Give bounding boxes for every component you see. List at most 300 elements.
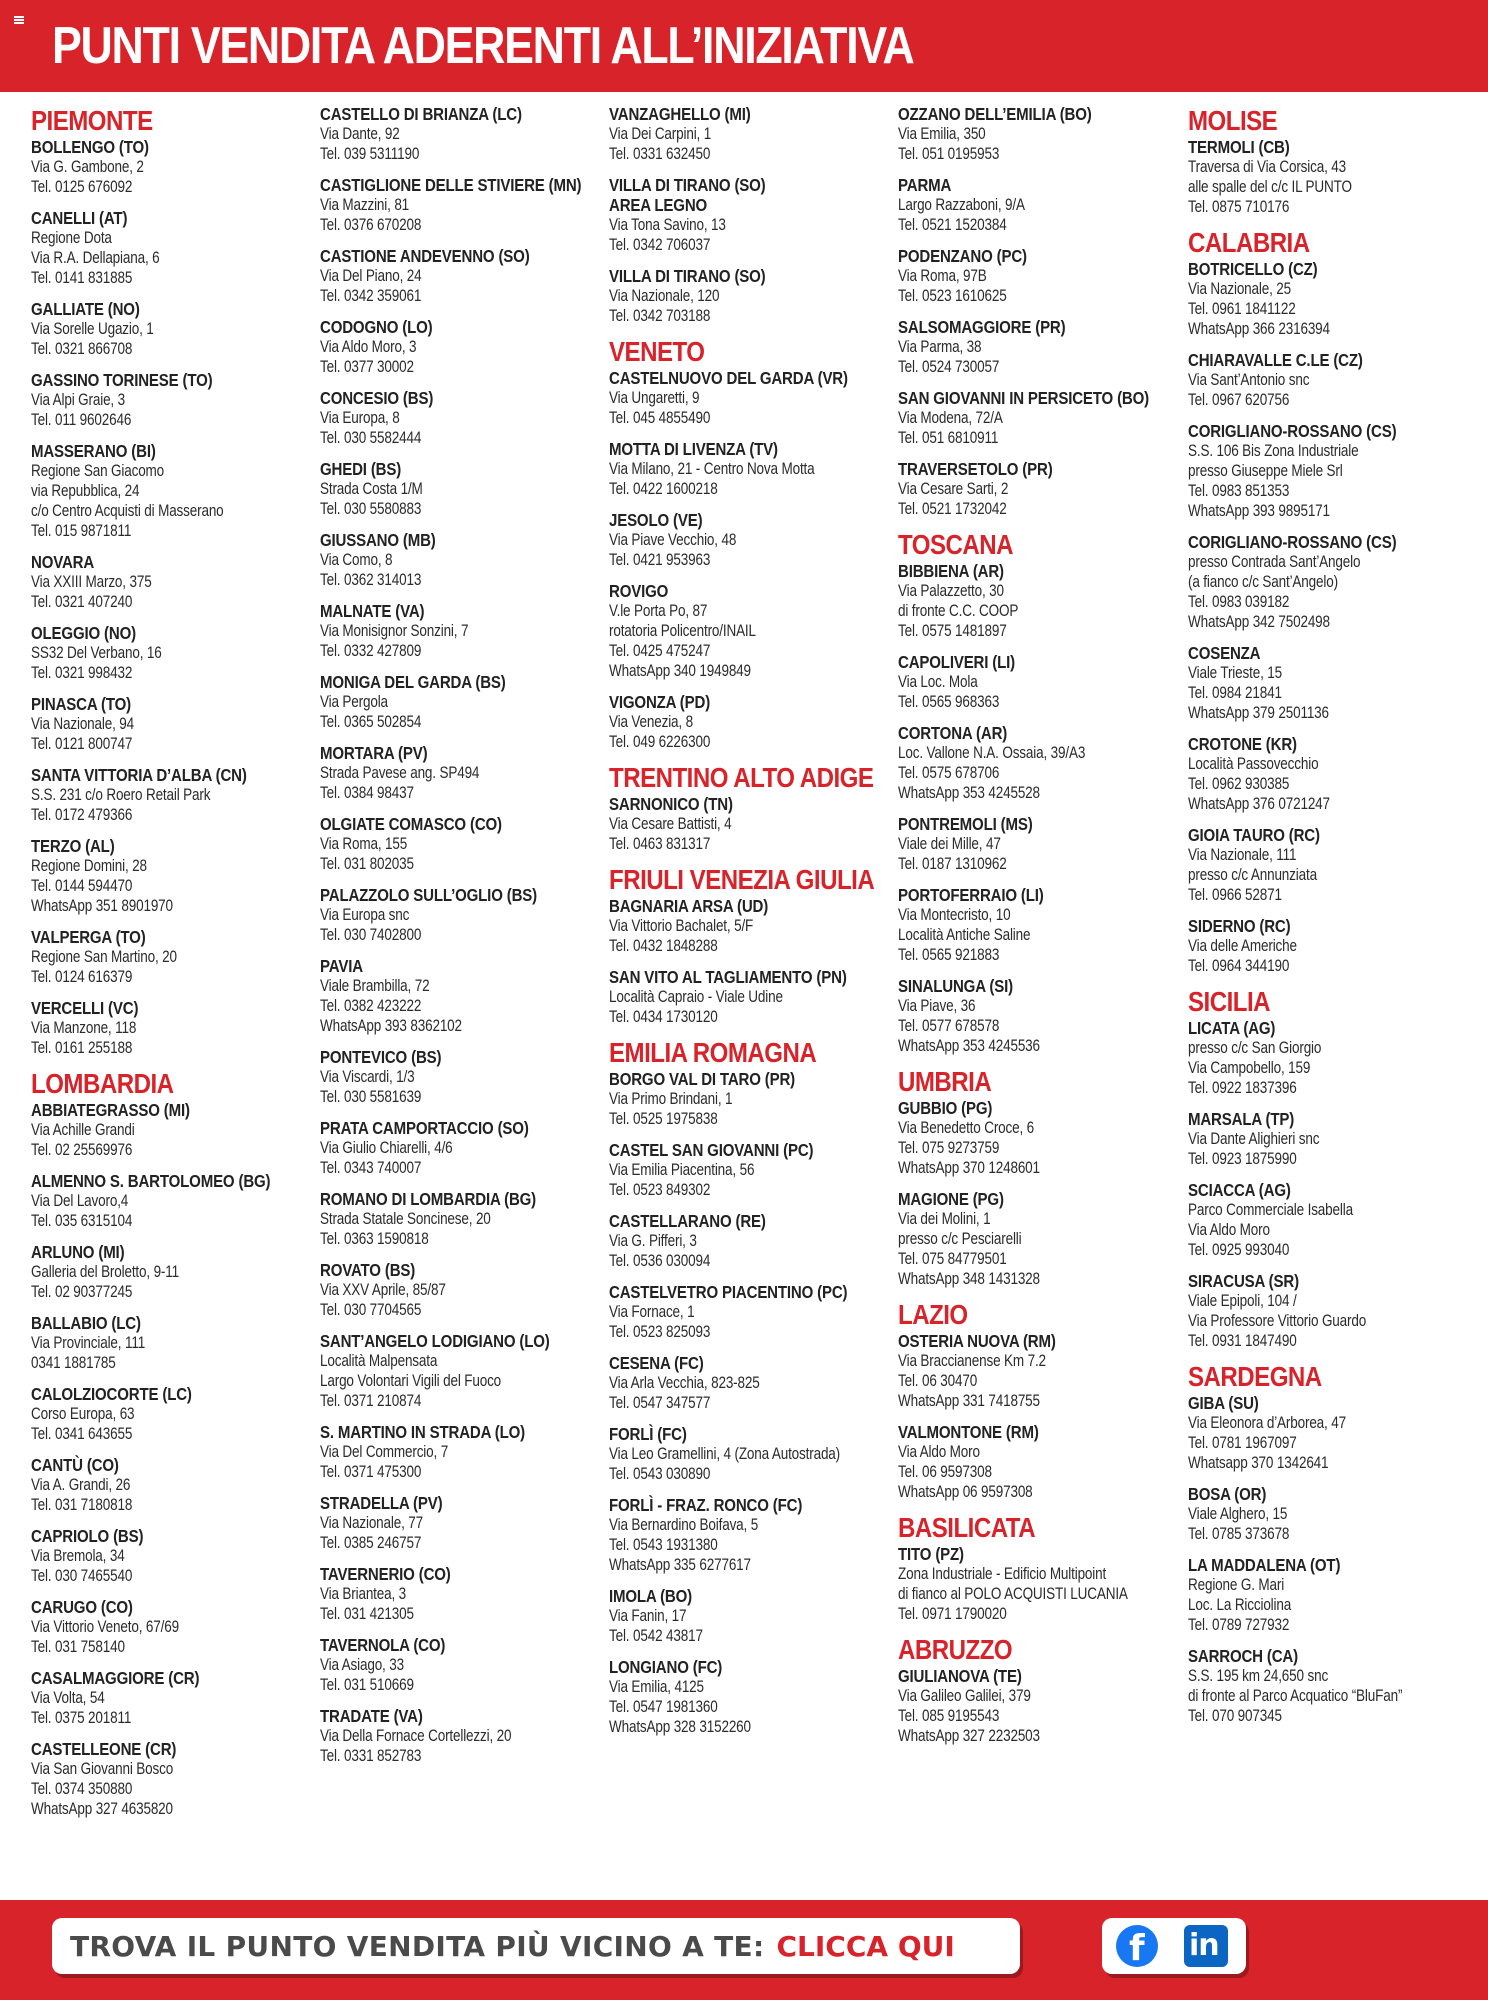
store-entry xyxy=(320,1331,650,1411)
store-address: Via Fanin, 17 xyxy=(609,1607,687,1625)
store-name: SARROCH (CA) xyxy=(1188,1646,1298,1666)
store-phone: 0341 1881785 xyxy=(31,1354,116,1372)
store-name: ROVIGO xyxy=(609,581,669,601)
store-name: VILLA DI TIRANO (SO) xyxy=(609,175,766,195)
store-entry xyxy=(1188,1271,1488,1351)
store-entry xyxy=(609,1424,939,1484)
store-address: presso c/c Annunziata xyxy=(1188,866,1317,884)
store-address: Largo Volontari Vigili del Fuoco xyxy=(320,1372,502,1390)
store-address: Viale Epipoli, 104 / xyxy=(1188,1292,1297,1310)
store-whatsapp: WhatsApp 351 8901970 xyxy=(31,897,173,915)
store-name: SANTA VITTORIA D’ALBA (CN) xyxy=(31,765,247,785)
store-entry xyxy=(320,1706,650,1766)
store-phone: Tel. 0543 1931380 xyxy=(609,1536,718,1554)
store-phone: Tel. 0374 350880 xyxy=(31,1780,133,1798)
store-phone: Tel. 085 9195543 xyxy=(898,1707,1000,1725)
store-address: Via Parma, 38 xyxy=(898,338,982,356)
store-phone: Tel. 030 5581639 xyxy=(320,1088,422,1106)
store-name: MALNATE (VA) xyxy=(320,601,425,621)
store-name: ALMENNO S. BARTOLOMEO (BG) xyxy=(31,1171,271,1191)
store-name: TRADATE (VA) xyxy=(320,1706,423,1726)
store-entry xyxy=(1188,259,1488,339)
store-address: SS32 Del Verbano, 16 xyxy=(31,644,162,662)
store-entry xyxy=(898,317,1228,377)
store-entry xyxy=(31,137,361,197)
store-phone: Tel. 0961 1841122 xyxy=(1188,300,1296,318)
store-address: Via Galileo Galilei, 379 xyxy=(898,1687,1031,1705)
store-name: OSTERIA NUOVA (RM) xyxy=(898,1331,1056,1351)
store-address: Corso Europa, 63 xyxy=(31,1405,135,1423)
store-whatsapp: WhatsApp 379 2501136 xyxy=(1188,704,1329,722)
store-name: JESOLO (VE) xyxy=(609,510,703,530)
store-address: S.S. 231 c/o Roero Retail Park xyxy=(31,786,211,804)
footer-bar xyxy=(0,1900,1488,2000)
store-entry xyxy=(31,1384,361,1444)
store-column-5 xyxy=(1188,104,1470,1737)
store-phone: Tel. 0523 825093 xyxy=(609,1323,711,1341)
store-address: rotatoria Policentro/INAIL xyxy=(609,622,756,640)
store-name: CANTÙ (CO) xyxy=(31,1455,119,1475)
store-phone: Tel. 0331 852783 xyxy=(320,1747,422,1765)
store-entry xyxy=(320,814,650,874)
store-whatsapp: WhatsApp 370 1248601 xyxy=(898,1159,1040,1177)
linkedin-icon[interactable]: in xyxy=(1184,1925,1228,1967)
store-phone: Tel. 030 7704565 xyxy=(320,1301,422,1319)
region-heading: VENETO xyxy=(609,336,705,367)
store-name: MOTTA DI LIVENZA (TV) xyxy=(609,439,778,459)
store-name: IMOLA (BO) xyxy=(609,1586,692,1606)
store-phone: Tel. 030 7465540 xyxy=(31,1567,133,1585)
store-address: Via Professore Vittorio Guardo xyxy=(1188,1312,1367,1330)
store-entry xyxy=(320,1189,650,1249)
store-name: OLEGGIO (NO) xyxy=(31,623,136,643)
store-phone: Tel. 0342 359061 xyxy=(320,287,422,305)
store-address: presso c/c San Giorgio xyxy=(1188,1039,1322,1057)
store-entry xyxy=(898,1422,1228,1502)
store-phone: Tel. 0365 502854 xyxy=(320,713,422,731)
store-name: BIBBIENA (AR) xyxy=(898,561,1004,581)
store-phone: Tel. 035 6315104 xyxy=(31,1212,133,1230)
store-phone: Tel. 031 758140 xyxy=(31,1638,125,1656)
store-phone: Tel. 0321 998432 xyxy=(31,664,133,682)
store-address: Via G. Pifferi, 3 xyxy=(609,1232,697,1250)
store-entry xyxy=(609,368,939,428)
store-address: Via Nazionale, 25 xyxy=(1188,280,1292,298)
store-entry xyxy=(609,692,939,752)
store-entry xyxy=(609,1495,939,1575)
store-name: MASSERANO (BI) xyxy=(31,441,156,461)
store-column-3 xyxy=(609,104,891,1748)
store-name: SINALUNGA (SI) xyxy=(898,976,1013,996)
store-phone: Tel. 031 421305 xyxy=(320,1605,414,1623)
store-entry xyxy=(898,246,1228,306)
store-entry xyxy=(898,1331,1228,1411)
store-address: Via Venezia, 8 xyxy=(609,713,693,731)
store-whatsapp: WhatsApp 328 3152260 xyxy=(609,1718,751,1736)
store-address: Via Dei Carpini, 1 xyxy=(609,125,712,143)
store-entry xyxy=(31,1171,361,1231)
store-entry xyxy=(320,1260,650,1320)
store-entry xyxy=(1188,916,1488,976)
store-address: Via Campobello, 159 xyxy=(1188,1059,1311,1077)
store-name: CANELLI (AT) xyxy=(31,208,128,228)
store-name: NOVARA xyxy=(31,552,95,572)
store-whatsapp: WhatsApp 393 8362102 xyxy=(320,1017,462,1035)
store-name-extra: AREA LEGNO xyxy=(609,195,708,215)
store-address: Via Monisignor Sonzini, 7 xyxy=(320,622,469,640)
store-phone: Tel. 0521 1732042 xyxy=(898,500,1007,518)
store-address: Strada Pavese ang. SP494 xyxy=(320,764,480,782)
store-name: CHIARAVALLE C.LE (CZ) xyxy=(1188,350,1363,370)
store-name: GIULIANOVA (TE) xyxy=(898,1666,1022,1686)
store-name: SCIACCA (AG) xyxy=(1188,1180,1291,1200)
store-address: Via Nazionale, 77 xyxy=(320,1514,424,1532)
store-phone: Tel. 0187 1310962 xyxy=(898,855,1007,873)
store-name: PARMA xyxy=(898,175,952,195)
region-heading: EMILIA ROMAGNA xyxy=(609,1037,817,1068)
store-entry xyxy=(320,459,650,519)
store-name: GASSINO TORINESE (TO) xyxy=(31,370,213,390)
store-name: TRAVERSETOLO (PR) xyxy=(898,459,1053,479)
store-address: presso Contrada Sant’Angelo xyxy=(1188,553,1361,571)
store-phone: Tel. 0931 1847490 xyxy=(1188,1332,1297,1350)
store-entry xyxy=(320,175,650,235)
store-phone: Tel. 0523 849302 xyxy=(609,1181,711,1199)
store-address: Via Pergola xyxy=(320,693,388,711)
store-entry xyxy=(898,1666,1228,1746)
store-entry xyxy=(1188,643,1488,723)
store-address: Via Viscardi, 1/3 xyxy=(320,1068,415,1086)
store-whatsapp: WhatsApp 353 4245536 xyxy=(898,1037,1040,1055)
store-name: BOSA (OR) xyxy=(1188,1484,1267,1504)
store-address: Via Della Fornace Cortellezzi, 20 xyxy=(320,1727,512,1745)
store-phone: Tel. 0331 632450 xyxy=(609,145,711,163)
store-name: LONGIANO (FC) xyxy=(609,1657,723,1677)
store-phone: Tel. 0543 030890 xyxy=(609,1465,711,1483)
store-address: Via San Giovanni Bosco xyxy=(31,1760,174,1778)
store-entry xyxy=(320,1493,650,1553)
store-phone: Tel. 0332 427809 xyxy=(320,642,422,660)
store-address: Via XXIII Marzo, 375 xyxy=(31,573,152,591)
store-address: Via XXV Aprile, 85/87 xyxy=(320,1281,446,1299)
store-phone: Tel. 0342 706037 xyxy=(609,236,711,254)
store-address: Regione Dota xyxy=(31,229,112,247)
store-name: SIDERNO (RC) xyxy=(1188,916,1291,936)
store-address: presso Giuseppe Miele Srl xyxy=(1188,462,1343,480)
store-address: Via Aldo Moro, 3 xyxy=(320,338,417,356)
store-address: Strada Statale Soncinese, 20 xyxy=(320,1210,491,1228)
store-name: MAGIONE (PG) xyxy=(898,1189,1004,1209)
store-name: GIOIA TAURO (RC) xyxy=(1188,825,1320,845)
store-phone: Tel. 0376 670208 xyxy=(320,216,422,234)
store-phone: Tel. 0172 479366 xyxy=(31,806,133,824)
store-address: c/o Centro Acquisti di Masserano xyxy=(31,502,224,520)
store-whatsapp: WhatsApp 327 4635820 xyxy=(31,1800,173,1818)
store-entry xyxy=(31,998,361,1058)
region-heading: PIEMONTE xyxy=(31,105,153,136)
store-address: Via Roma, 155 xyxy=(320,835,408,853)
store-name: FORLÌ (FC) xyxy=(609,1424,687,1444)
store-phone: Tel. 02 90377245 xyxy=(31,1283,133,1301)
store-phone: Tel. 0141 831885 xyxy=(31,269,133,287)
store-entry xyxy=(320,1564,650,1624)
store-address: Via Volta, 54 xyxy=(31,1689,105,1707)
find-store-button[interactable] xyxy=(52,1918,1020,1974)
store-entry xyxy=(898,459,1228,519)
store-address: Via Leo Gramellini, 4 (Zona Autostrada) xyxy=(609,1445,841,1463)
store-address: Viale Trieste, 15 xyxy=(1188,664,1282,682)
store-phone: Tel. 031 7180818 xyxy=(31,1496,133,1514)
store-phone: Tel. 0536 030094 xyxy=(609,1252,711,1270)
store-phone: Tel. 0525 1975838 xyxy=(609,1110,718,1128)
store-address: Via Montecristo, 10 xyxy=(898,906,1011,924)
click-here-link[interactable]: CLICCA QUI xyxy=(776,1929,955,1963)
store-name: GHEDI (BS) xyxy=(320,459,402,479)
store-phone: Tel. 0785 373678 xyxy=(1188,1525,1290,1543)
store-entry xyxy=(31,1668,361,1728)
store-phone: Tel. 0421 953963 xyxy=(609,551,711,569)
store-entry xyxy=(31,623,361,683)
store-name: FORLÌ - FRAZ. RONCO (FC) xyxy=(609,1495,803,1515)
store-address: Regione San Martino, 20 xyxy=(31,948,177,966)
store-phone: Tel. 0922 1837396 xyxy=(1188,1079,1297,1097)
store-address: Via Sant’Antonio snc xyxy=(1188,371,1310,389)
store-name: CONCESIO (BS) xyxy=(320,388,434,408)
store-entry xyxy=(320,246,650,306)
store-address: Via Emilia Piacentina, 56 xyxy=(609,1161,755,1179)
store-phone: Tel. 015 9871811 xyxy=(31,522,132,540)
store-name: PRATA CAMPORTACCIO (SO) xyxy=(320,1118,529,1138)
store-address: Via Nazionale, 111 xyxy=(1188,846,1297,864)
store-address: Via Dante Alighieri snc xyxy=(1188,1130,1320,1148)
store-phone: Tel. 0964 344190 xyxy=(1188,957,1290,975)
store-entry xyxy=(320,388,650,448)
store-name: PAVIA xyxy=(320,956,363,976)
store-name: S. MARTINO IN STRADA (LO) xyxy=(320,1422,526,1442)
store-phone: Tel. 0983 851353 xyxy=(1188,482,1290,500)
store-address: Via Primo Brindani, 1 xyxy=(609,1090,733,1108)
store-name: CORIGLIANO-ROSSANO (CS) xyxy=(1188,532,1397,552)
store-address: Via Nazionale, 120 xyxy=(609,287,720,305)
store-name: SIRACUSA (SR) xyxy=(1188,1271,1299,1291)
store-name: MARSALA (TP) xyxy=(1188,1109,1295,1129)
store-address: Via Dante, 92 xyxy=(320,125,400,143)
region-heading: CALABRIA xyxy=(1188,227,1310,258)
cta-text: TROVA IL PUNTO VENDITA PIÙ VICINO A TE: xyxy=(70,1929,765,1963)
store-address: Regione G. Mari xyxy=(1188,1576,1285,1594)
store-entry xyxy=(31,765,361,825)
store-whatsapp: WhatsApp 342 7502498 xyxy=(1188,613,1330,631)
store-entry xyxy=(320,1422,650,1482)
store-column-2 xyxy=(320,104,602,1777)
store-name: MORTARA (PV) xyxy=(320,743,428,763)
facebook-icon[interactable]: f xyxy=(1116,1925,1158,1967)
store-address: presso c/c Pesciarelli xyxy=(898,1230,1022,1248)
store-phone: Tel. 0321 407240 xyxy=(31,593,133,611)
store-entry xyxy=(320,104,650,164)
store-address: Via Alpi Graie, 3 xyxy=(31,391,125,409)
store-phone: Tel. 0377 30002 xyxy=(320,358,414,376)
store-phone: Tel. 0124 616379 xyxy=(31,968,133,986)
store-address: Via Nazionale, 94 xyxy=(31,715,135,733)
store-entry xyxy=(1188,421,1488,521)
store-phone: Tel. 0575 1481897 xyxy=(898,622,1007,640)
page-title: PUNTI VENDITA ADERENTI ALL’INIZIATIVA xyxy=(52,17,914,75)
store-address: Località Antiche Saline xyxy=(898,926,1031,944)
store-entry xyxy=(31,1100,361,1160)
store-entry xyxy=(31,1313,361,1373)
store-name: CASTELLARANO (RE) xyxy=(609,1211,766,1231)
store-entry xyxy=(1188,1484,1488,1544)
store-phone: Tel. 0375 201811 xyxy=(31,1709,132,1727)
store-address: Via Mazzini, 81 xyxy=(320,196,410,214)
store-entry xyxy=(898,652,1228,712)
store-address: Via Cesare Battisti, 4 xyxy=(609,815,732,833)
store-address: Zona Industriale - Edificio Multipoint xyxy=(898,1565,1107,1583)
store-list xyxy=(0,104,1488,1894)
store-entry xyxy=(609,1657,939,1737)
store-address: Via Milano, 21 - Centro Nova Motta xyxy=(609,460,815,478)
store-whatsapp: WhatsApp 335 6277617 xyxy=(609,1556,751,1574)
store-column-1 xyxy=(31,104,313,1830)
store-whatsapp: WhatsApp 376 0721247 xyxy=(1188,795,1330,813)
store-phone: Tel. 0343 740007 xyxy=(320,1159,422,1177)
store-entry xyxy=(609,439,939,499)
store-entry xyxy=(1188,734,1488,814)
store-whatsapp: WhatsApp 353 4245528 xyxy=(898,784,1040,802)
store-phone: Tel. 070 907345 xyxy=(1188,1707,1282,1725)
store-entry xyxy=(898,885,1228,965)
store-name: MONIGA DEL GARDA (BS) xyxy=(320,672,506,692)
store-phone: Tel. 0875 710176 xyxy=(1188,198,1290,216)
store-phone: Tel. 049 6226300 xyxy=(609,733,711,751)
store-entry xyxy=(31,1526,361,1586)
store-name: CAPOLIVERI (LI) xyxy=(898,652,1015,672)
store-phone: Tel. 0384 98437 xyxy=(320,784,414,802)
store-whatsapp: WhatsApp 331 7418755 xyxy=(898,1392,1040,1410)
store-entry xyxy=(609,1211,939,1271)
store-phone: Tel. 030 5580883 xyxy=(320,500,422,518)
store-phone: Tel. 030 7402800 xyxy=(320,926,422,944)
store-entry xyxy=(898,1544,1228,1624)
store-entry xyxy=(1188,825,1488,905)
store-address: Via Piave, 36 xyxy=(898,997,976,1015)
store-address: Largo Razzaboni, 9/A xyxy=(898,196,1025,214)
store-address: Via Emilia, 4125 xyxy=(609,1678,704,1696)
store-name: ROMANO DI LOMBARDIA (BG) xyxy=(320,1189,537,1209)
store-name: VALPERGA (TO) xyxy=(31,927,146,947)
store-phone: Tel. 0521 1520384 xyxy=(898,216,1007,234)
store-phone: Tel. 0425 475247 xyxy=(609,642,711,660)
store-address: di fronte al Parco Acquatico “BluFan” xyxy=(1188,1687,1403,1705)
store-entry xyxy=(609,510,939,570)
store-phone: Tel. 0463 831317 xyxy=(609,835,711,853)
store-phone: Tel. 0971 1790020 xyxy=(898,1605,1007,1623)
store-address: Via A. Grandi, 26 xyxy=(31,1476,131,1494)
store-phone: Tel. 0434 1730120 xyxy=(609,1008,718,1026)
store-name: TERZO (AL) xyxy=(31,836,115,856)
store-phone: Tel. 075 84779501 xyxy=(898,1250,1007,1268)
store-address: Via G. Gambone, 2 xyxy=(31,158,144,176)
store-address: S.S. 106 Bis Zona Industriale xyxy=(1188,442,1359,460)
store-phone: Tel. 0422 1600218 xyxy=(609,480,718,498)
store-address: Via Cesare Sarti, 2 xyxy=(898,480,1009,498)
store-name: SARNONICO (TN) xyxy=(609,794,733,814)
store-name: VILLA DI TIRANO (SO) xyxy=(609,266,766,286)
store-address: Via Del Commercio, 7 xyxy=(320,1443,449,1461)
store-phone: Tel. 0382 423222 xyxy=(320,997,422,1015)
store-name: CALOLZIOCORTE (LC) xyxy=(31,1384,192,1404)
store-whatsapp: WhatsApp 340 1949849 xyxy=(609,662,751,680)
store-entry xyxy=(1188,1109,1488,1169)
store-whatsapp: WhatsApp 327 2232503 xyxy=(898,1727,1040,1745)
store-entry xyxy=(1188,137,1488,217)
region-heading: ABRUZZO xyxy=(898,1634,1013,1665)
store-phone: Tel. 031 802035 xyxy=(320,855,414,873)
store-entry xyxy=(609,896,939,956)
store-address: Via Loc. Mola xyxy=(898,673,978,691)
store-entry xyxy=(1188,1646,1488,1726)
store-entry xyxy=(320,672,650,732)
store-entry xyxy=(31,836,361,916)
store-address: Via Sorelle Ugazio, 1 xyxy=(31,320,154,338)
region-heading: TRENTINO ALTO ADIGE xyxy=(609,762,874,793)
store-phone: Tel. 0923 1875990 xyxy=(1188,1150,1297,1168)
store-entry xyxy=(609,266,939,326)
store-phone: Tel. 031 510669 xyxy=(320,1676,414,1694)
store-phone: Tel. 02 25569976 xyxy=(31,1141,133,1159)
store-name: CORTONA (AR) xyxy=(898,723,1008,743)
store-address: Galleria del Broletto, 9-11 xyxy=(31,1263,179,1281)
store-whatsapp: Whatsapp 370 1342641 xyxy=(1188,1454,1329,1472)
store-name: PINASCA (TO) xyxy=(31,694,131,714)
store-entry xyxy=(320,1635,650,1695)
store-name: PORTOFERRAIO (LI) xyxy=(898,885,1044,905)
store-entry xyxy=(31,694,361,754)
store-name: LICATA (AG) xyxy=(1188,1018,1276,1038)
store-phone: Tel. 0925 993040 xyxy=(1188,1241,1290,1259)
menu-icon[interactable] xyxy=(14,16,24,24)
store-name: CROTONE (KR) xyxy=(1188,734,1297,754)
store-address: Via dei Molini, 1 xyxy=(898,1210,991,1228)
store-address: Via Roma, 97B xyxy=(898,267,987,285)
store-address: Località Capraio - Viale Udine xyxy=(609,988,783,1006)
store-phone: Tel. 011 9602646 xyxy=(31,411,132,429)
store-entry xyxy=(31,552,361,612)
store-entry xyxy=(320,601,650,661)
store-entry xyxy=(320,1047,650,1107)
store-whatsapp: WhatsApp 393 9895171 xyxy=(1188,502,1330,520)
store-address: Strada Costa 1/M xyxy=(320,480,423,498)
store-phone: Tel. 0565 968363 xyxy=(898,693,1000,711)
store-phone: Tel. 051 6810911 xyxy=(898,429,999,447)
store-entry xyxy=(1188,350,1488,410)
region-heading: BASILICATA xyxy=(898,1512,1036,1543)
store-address: Via delle Americhe xyxy=(1188,937,1297,955)
store-phone: Tel. 0547 1981360 xyxy=(609,1698,718,1716)
store-phone: Tel. 0565 921883 xyxy=(898,946,1000,964)
store-name: PALAZZOLO SULL’OGLIO (BS) xyxy=(320,885,537,905)
store-address: Via R.A. Dellapiana, 6 xyxy=(31,249,160,267)
store-address: Viale Brambilla, 72 xyxy=(320,977,430,995)
store-name: TERMOLI (CB) xyxy=(1188,137,1290,157)
store-phone: Tel. 0966 52871 xyxy=(1188,886,1282,904)
store-whatsapp: WhatsApp 348 1431328 xyxy=(898,1270,1040,1288)
store-name: CASTELNUOVO DEL GARDA (VR) xyxy=(609,368,848,388)
store-entry xyxy=(320,885,650,945)
store-phone: Tel. 0781 1967097 xyxy=(1188,1434,1297,1452)
region-heading: LAZIO xyxy=(898,1299,968,1330)
